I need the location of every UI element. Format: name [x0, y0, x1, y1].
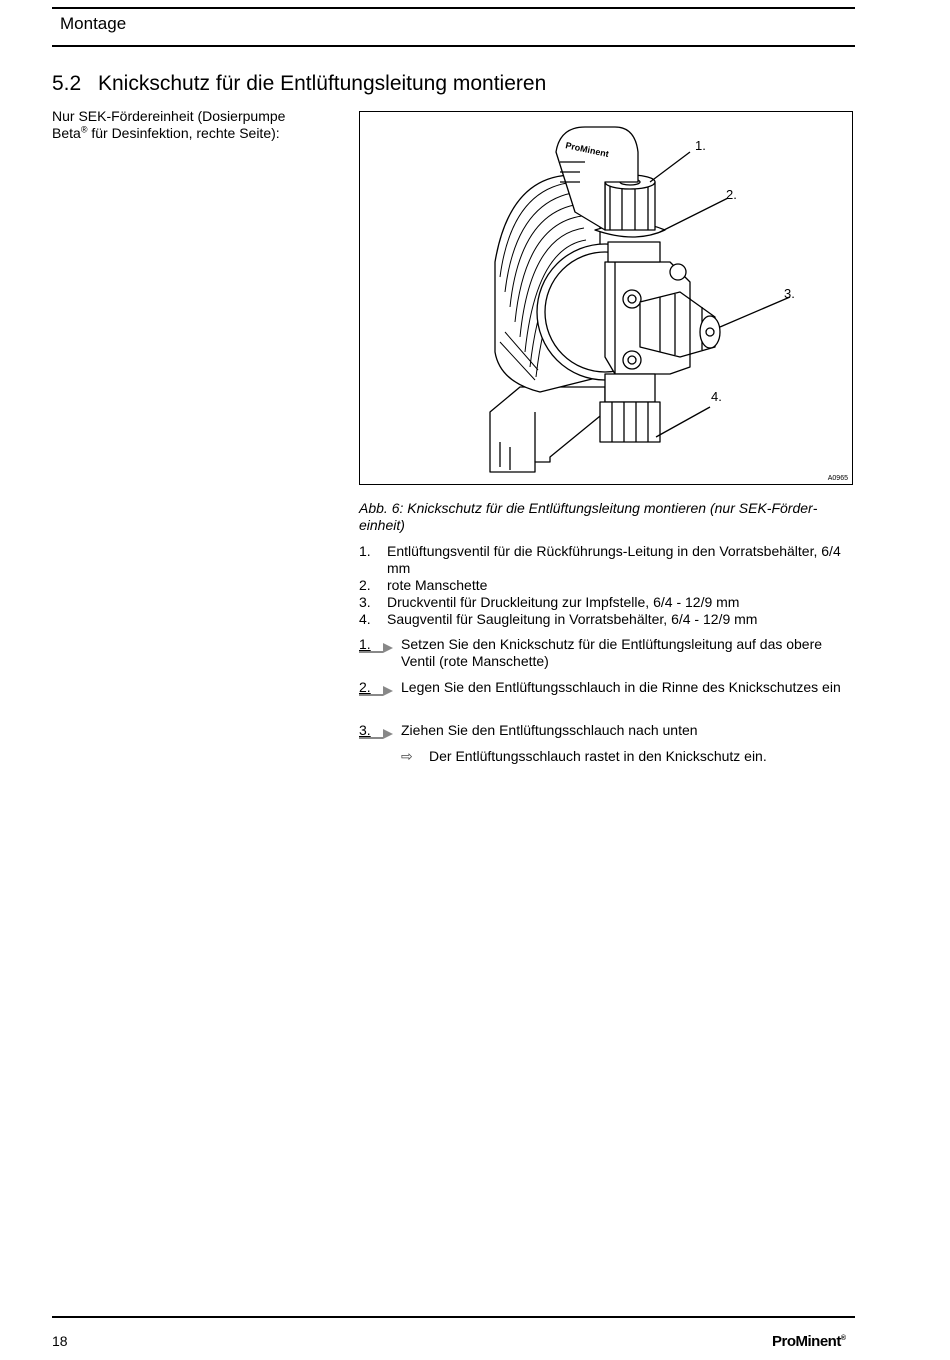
instruction-step	[359, 679, 855, 696]
step-number: 2.	[359, 679, 371, 695]
result-arrow-icon: ⇨	[401, 748, 413, 764]
side-note-reg: ®	[80, 124, 88, 135]
legend-item	[359, 594, 855, 611]
figure-code: A0965	[827, 475, 848, 482]
legend-number: 2.	[359, 577, 371, 593]
figure-label-4: 4.	[711, 389, 722, 404]
legend-number: 4.	[359, 611, 371, 627]
side-note	[52, 108, 332, 142]
instruction-step	[359, 722, 855, 739]
figure-label-3: 3.	[784, 286, 795, 301]
footer-brand-logo: ProMinent®	[772, 1333, 846, 1350]
step-number: 3.	[359, 722, 371, 738]
step-text: Setzen Sie den Knickschutz für die Entlüftungsleitung auf das obere Ventil (rote Manschette)	[401, 636, 823, 669]
step-text: Legen Sie den Entlüftungsschlauch in die Rinne des Knickschutzes ein	[401, 679, 841, 695]
legend-number: 1.	[359, 543, 371, 559]
legend-text: Entlüftungsventil für die Rückführungs-Leitung in den Vorratsbehälter, 6/4 mm	[387, 543, 841, 576]
result-text: Der Entlüftungsschlauch rastet in den Knickschutz ein.	[429, 748, 767, 764]
page-number: 18	[52, 1333, 68, 1349]
figure-logo: ProMinent	[564, 140, 610, 160]
legend-text: Saugventil für Saugleitung in Vorratsbehälter, 6/4 - 12/9 mm	[387, 611, 758, 627]
legend-item	[359, 577, 855, 594]
header-top-rule	[52, 7, 855, 9]
side-note-line1: Nur SEK-Fördereinheit (Dosierpumpe	[52, 108, 286, 124]
figure-caption: Abb. 6: Knickschutz für die Entlüftungsleitung montieren (nur SEK-Fördereinheit)	[359, 500, 818, 533]
step-arrow-icon	[359, 726, 395, 740]
step-arrow-icon	[359, 640, 395, 654]
pump-drawing	[360, 112, 853, 485]
figure-pump-illustration	[359, 111, 853, 485]
legend-item	[359, 611, 855, 628]
header-title: Montage	[60, 14, 127, 33]
legend-text: Druckventil für Druckleitung zur Impfstelle, 6/4 - 12/9 mm	[387, 594, 740, 610]
legend-item	[359, 543, 855, 577]
step-arrow-icon	[359, 683, 395, 697]
section-heading: Knickschutz für die Entlüftungsleitung montieren	[98, 72, 547, 95]
instruction-step	[359, 636, 855, 670]
figure-label-1: 1.	[695, 138, 706, 153]
figure-label-2: 2.	[726, 187, 737, 202]
step-number: 1.	[359, 636, 371, 652]
side-note-line2: für Desinfektion, rechte Seite):	[87, 125, 280, 141]
legend-list	[359, 543, 855, 628]
step-text: Ziehen Sie den Entlüftungsschlauch nach unten	[401, 722, 698, 738]
side-note-brand: Beta	[52, 125, 81, 141]
legend-text: rote Manschette	[387, 577, 488, 593]
footer-rule	[52, 1316, 855, 1318]
section-title	[52, 72, 546, 96]
step-result	[401, 748, 855, 765]
header-bottom-rule	[52, 45, 855, 47]
legend-number: 3.	[359, 594, 371, 610]
section-number: 5.2	[52, 72, 82, 95]
